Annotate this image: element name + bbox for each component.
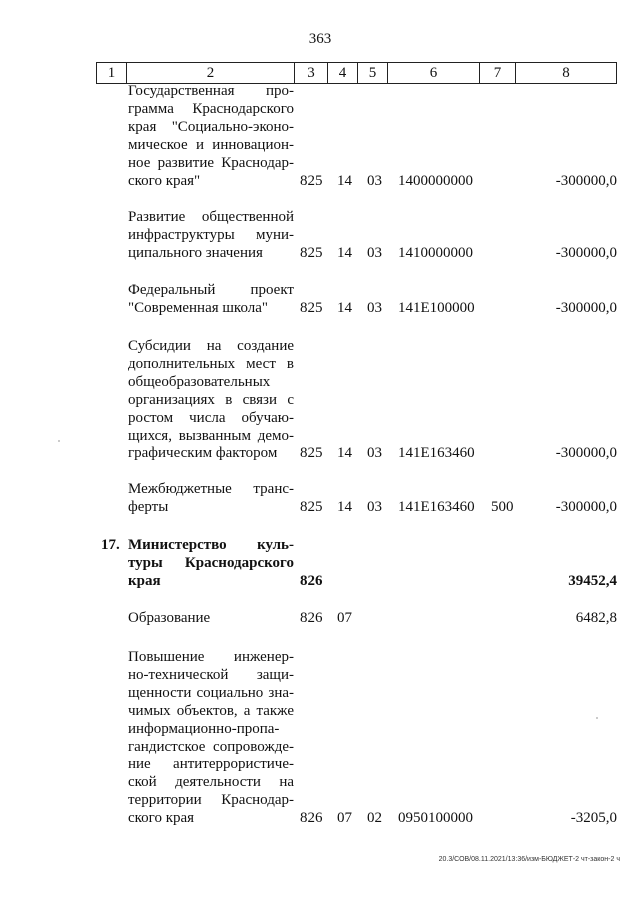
subsection-code: 03 xyxy=(367,172,382,189)
column-header-7: 7 xyxy=(480,63,516,84)
row-name-line: Федеральный проект xyxy=(128,282,294,298)
row-name-line: Развитие общественной xyxy=(128,209,294,225)
row-name-line: щихся, вызванным демо- xyxy=(128,427,294,444)
row-name xyxy=(128,481,294,517)
subsection-code: 03 xyxy=(367,299,382,316)
row-name-line: мическое и инновацион- xyxy=(128,136,294,153)
amount: -3205,0 xyxy=(570,810,617,827)
row-name-line: ное развитие Краснодар- xyxy=(128,154,294,171)
column-header-row xyxy=(97,63,617,84)
target-article-code: 141E163460 xyxy=(398,498,475,515)
ministry-code: 826 xyxy=(300,610,323,626)
row-name-line: Образование xyxy=(128,610,211,626)
ministry-code: 825 xyxy=(300,498,323,515)
column-header-4: 4 xyxy=(328,63,358,84)
row-name-line: Межбюджетные транс- xyxy=(128,481,294,497)
table-row xyxy=(0,209,640,263)
row-name-line: ферты xyxy=(128,498,169,515)
row-name xyxy=(128,649,294,828)
section-code: 14 xyxy=(337,445,352,462)
row-name-line: Государственная про- xyxy=(128,83,294,99)
row-name-line: края xyxy=(128,572,161,589)
row-name-line: территории Краснодар- xyxy=(128,792,294,809)
column-header-table xyxy=(96,62,617,84)
row-name-line: инфраструктуры муни- xyxy=(128,226,294,243)
section-code: 14 xyxy=(337,299,352,316)
row-name-line: грамма Краснодарского xyxy=(128,100,294,117)
amount: -300000,0 xyxy=(555,498,617,515)
section-code: 14 xyxy=(337,244,352,261)
target-article-code: 141E100000 xyxy=(398,299,475,316)
row-name xyxy=(128,282,294,318)
row-name-line: Субсидии на создание xyxy=(128,338,294,354)
row-name xyxy=(128,338,294,463)
scan-speck xyxy=(596,717,598,719)
row-name-line: гандистское сопровожде- xyxy=(128,738,294,755)
subsection-code: 03 xyxy=(367,498,382,515)
ministry-code: 825 xyxy=(300,445,323,462)
row-name-line: ние антитеррористиче- xyxy=(128,756,294,773)
section-code: 07 xyxy=(337,810,352,827)
section-code: 07 xyxy=(337,610,352,626)
subsection-code: 03 xyxy=(367,244,382,261)
row-name-line: информационно-пропа- xyxy=(128,720,280,737)
amount: -300000,0 xyxy=(555,445,617,462)
row-name-line: туры Краснодарского xyxy=(128,554,294,571)
target-article-code: 1410000000 xyxy=(398,244,473,261)
target-article-code: 1400000000 xyxy=(398,172,473,189)
table-row xyxy=(0,83,640,190)
column-header-5: 5 xyxy=(358,63,388,84)
target-article-code: 0950100000 xyxy=(398,810,473,827)
table-row xyxy=(0,338,640,463)
row-name-line: ского края" xyxy=(128,172,201,189)
column-header-2: 2 xyxy=(127,63,295,84)
column-header-6: 6 xyxy=(388,63,480,84)
expense-type-code: 500 xyxy=(491,498,514,515)
amount: -300000,0 xyxy=(555,172,617,189)
row-name-line: ципального значения xyxy=(128,244,263,261)
row-name-line: ростом числа обучаю- xyxy=(128,409,294,426)
row-name-line: но-технической защи- xyxy=(128,666,294,683)
table-row xyxy=(0,481,640,517)
row-name xyxy=(128,83,294,190)
ministry-code: 825 xyxy=(300,172,323,189)
amount: -300000,0 xyxy=(555,244,617,261)
column-header-8: 8 xyxy=(516,63,617,84)
scan-speck xyxy=(58,440,60,442)
ministry-code: 825 xyxy=(300,244,323,261)
page-number: 363 xyxy=(308,31,332,47)
ministry-code: 826 xyxy=(300,810,323,827)
row-name-line: "Современная школа" xyxy=(128,299,269,316)
row-name-line: ского края xyxy=(128,810,195,827)
column-header-1: 1 xyxy=(97,63,127,84)
row-name xyxy=(128,537,294,591)
section-code: 14 xyxy=(337,498,352,515)
amount: 6482,8 xyxy=(575,610,617,626)
row-name-line: общеобразовательных xyxy=(128,373,271,390)
row-name-line: Министерство куль- xyxy=(128,537,294,553)
ministry-code: 826 xyxy=(300,572,323,589)
row-name-line: чимых объектов, а также xyxy=(128,702,294,719)
column-header-3: 3 xyxy=(295,63,328,84)
subsection-code: 02 xyxy=(367,810,382,827)
table-row xyxy=(0,649,640,828)
table-row xyxy=(0,537,640,591)
row-number: 17. xyxy=(101,537,120,553)
row-name-line: графическим фактором xyxy=(128,445,278,462)
row-name-line: ской деятельности на xyxy=(128,774,294,791)
row-name xyxy=(128,209,294,263)
amount: 39452,4 xyxy=(568,572,617,589)
footer-stamp: 20.3/СОВ/08.11.2021/13:36/изм-БЮДЖЕТ-2 чт-закон-2 ч xyxy=(438,856,620,863)
row-name xyxy=(128,610,294,628)
row-name-line: организациях в связи с xyxy=(128,391,294,408)
ministry-code: 825 xyxy=(300,299,323,316)
row-name-line: края "Социально-эконо- xyxy=(128,118,294,135)
row-name-line: Повышение инженер- xyxy=(128,649,294,665)
table-row xyxy=(0,282,640,318)
section-code: 14 xyxy=(337,172,352,189)
row-name-line: щенности социально зна- xyxy=(128,684,294,701)
table-row xyxy=(0,610,640,628)
subsection-code: 03 xyxy=(367,445,382,462)
amount: -300000,0 xyxy=(555,299,617,316)
target-article-code: 141E163460 xyxy=(398,445,475,462)
row-name-line: дополнительных мест в xyxy=(128,355,294,372)
